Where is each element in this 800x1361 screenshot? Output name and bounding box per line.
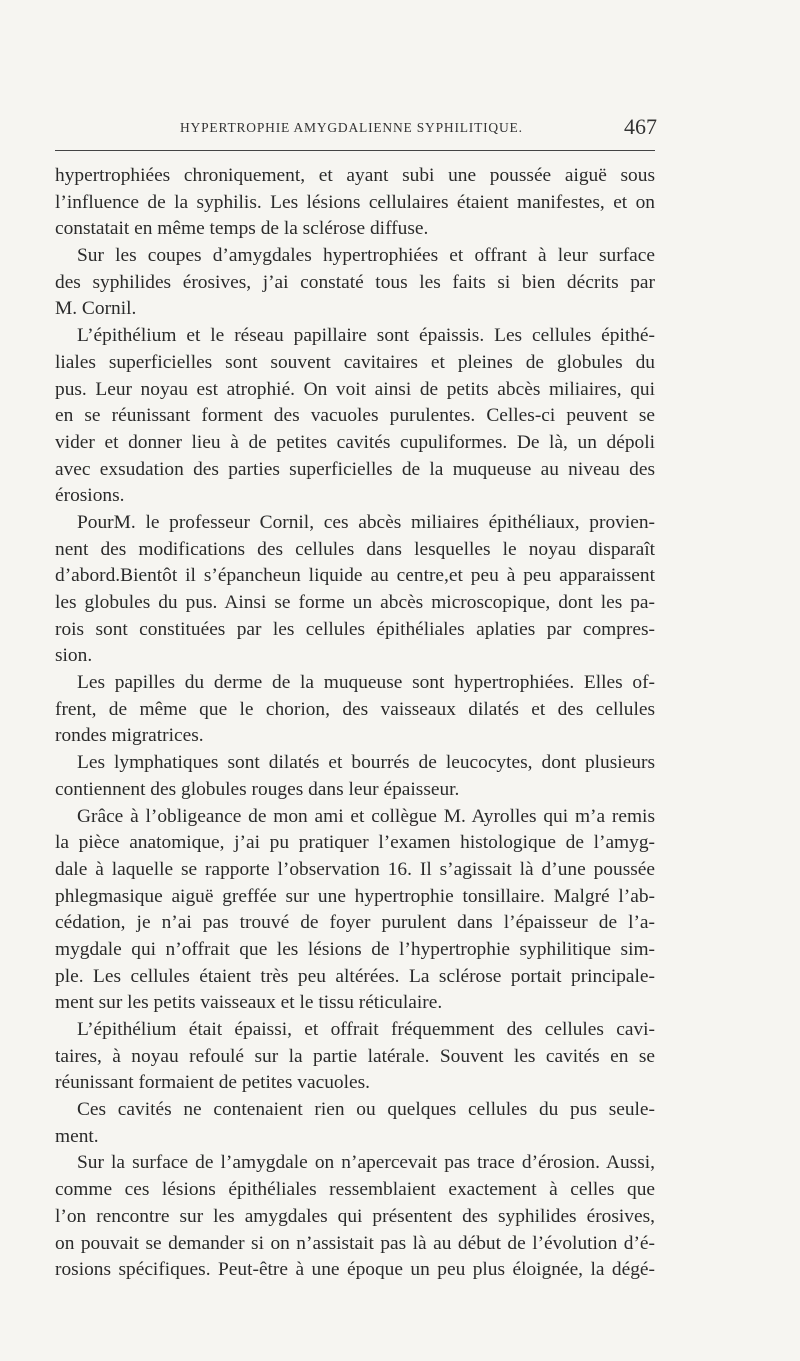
text-line: l’on rencontre sur les amygdales qui présentent des syphilides érosives, [55, 1205, 655, 1227]
text-line: réunissant formaient de petites vacuoles. [55, 1072, 370, 1094]
text-line: Sur les coupes d’amygdales hypertrophiées et offrant à leur surface [77, 245, 655, 267]
text-line: la pièce anatomique, j’ai pu pratiquer l’examen histologique de l’amyg- [55, 832, 655, 854]
text-line: érosions. [55, 485, 125, 507]
text-line: Les papilles du derme de la muqueuse sont hypertrophiées. Elles of- [77, 672, 655, 694]
text-line: ment. [55, 1125, 99, 1147]
running-title: HYPERTROPHIE AMYGDALIENNE SYPHILITIQUE. [180, 120, 523, 135]
text-line: rosions spécifiques. Peut-être à une époque un peu plus éloignée, la dégé- [55, 1259, 655, 1281]
text-line: d’abord.Bientôt il s’épancheun liquide au centre,et peu à peu apparaissent [55, 565, 655, 587]
text-line: M. Cornil. [55, 298, 137, 320]
text-line: des syphilides érosives, j’ai constaté tous les faits si bien décrits par [55, 271, 655, 293]
text-line: liales superficielles sont souvent cavitaires et pleines de globules du [55, 351, 655, 373]
text-line: contiennent des globules rouges dans leur épaisseur. [55, 778, 460, 800]
body-text [55, 163, 655, 1284]
text-line: constatait en même temps de la sclérose diffuse. [55, 218, 429, 240]
text-line: ment sur les petits vaisseaux et le tissu réticulaire. [55, 992, 443, 1014]
text-line: cédation, je n’ai pas trouvé de foyer purulent dans l’épaisseur de l’a- [55, 912, 655, 934]
text-line: en se réunissant forment des vacuoles purulentes. Celles-ci peuvent se [55, 405, 655, 427]
text-line: L’épithélium et le réseau papillaire sont épaissis. Les cellules épithé- [77, 325, 655, 347]
text-line: les globules du pus. Ainsi se forme un abcès microscopique, dont les pa- [55, 592, 655, 613]
text-line: mygdale qui n’offrait que les lésions de l’hypertrophie syphilitique sim- [55, 938, 655, 960]
text-line: pus. Leur noyau est atrophié. On voit ainsi de petits abcès miliaires, qui [55, 378, 655, 400]
text-line: comme ces lésions épithéliales ressemblaient exactement à celles que [55, 1179, 655, 1201]
text-line: rois sont constituées par les cellules épithéliales aplaties par compres- [55, 618, 655, 640]
page-number: 467 [624, 114, 657, 139]
text-line: rondes migratrices. [55, 725, 204, 747]
text-line: taires, à noyau refoulé sur la partie latérale. Souvent les cavités en se [55, 1045, 655, 1067]
text-line: nent des modifications des cellules dans lesquelles le noyau disparaît [55, 538, 655, 560]
text-line: L’épithélium était épaissi, et offrait fréquemment des cellules cavi- [77, 1019, 655, 1040]
text-line: frent, de même que le chorion, des vaisseaux dilatés et des cellules [55, 698, 655, 720]
text-line: PourM. le professeur Cornil, ces abcès miliaires épithéliaux, provien- [77, 511, 655, 533]
text-line: Les lymphatiques sont dilatés et bourrés de leucocytes, dont plusieurs [77, 752, 655, 774]
text-line: Ces cavités ne contenaient rien ou quelques cellules du pus seule- [77, 1099, 655, 1121]
text-line: Sur la surface de l’amygdale on n’apercevait pas trace d’érosion. Aussi, [77, 1152, 655, 1174]
text-line: hypertrophiées chroniquement, et ayant subi une poussée aiguë sous [55, 165, 655, 186]
page-header [55, 112, 657, 142]
text-line: Grâce à l’obligeance de mon ami et collègue M. Ayrolles qui m’a remis [77, 805, 655, 827]
text-line: avec exsudation des parties superficielles de la muqueuse au niveau des [55, 458, 655, 480]
text-line: dale à laquelle se rapporte l’observation 16. Il s’agissait là d’une poussée [55, 858, 655, 880]
text-line: on pouvait se demander si on n’assistait pas là au début de l’évolution d’é- [55, 1232, 655, 1254]
text-line: vider et donner lieu à de petites cavités cupuliformes. De là, un dépoli [55, 431, 655, 453]
text-line: l’influence de la syphilis. Les lésions cellulaires étaient manifestes, et on [55, 191, 655, 213]
text-line: sion. [55, 645, 93, 667]
text-line: phlegmasique aiguë greffée sur une hypertrophie tonsillaire. Malgré l’ab- [55, 885, 655, 907]
text-line: ple. Les cellules étaient très peu altérées. La sclérose portait principale- [55, 965, 655, 987]
header-rule [55, 150, 655, 151]
